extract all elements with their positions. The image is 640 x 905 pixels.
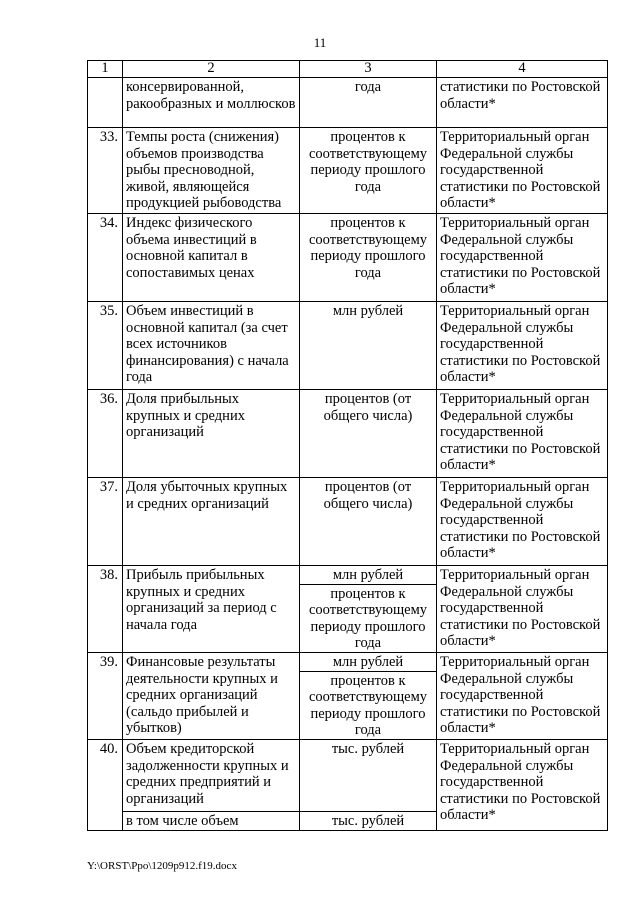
page-number: 11 [313, 35, 327, 50]
data-source: Территориальный орган Федеральной службы государственной статистики по Ростовской области* [437, 566, 608, 653]
data-source: статистики по Ростовской области* [437, 78, 608, 128]
sub-indicator-name: в том числе объем [123, 811, 300, 830]
indicators-table [87, 60, 608, 831]
header-col-2: 2 [123, 61, 300, 78]
file-path-footer: Y:\ORST\Ppo\1209p912.f19.docx [87, 860, 237, 872]
data-source: Территориальный орган Федеральной службы государственной статистики по Ростовской области* [437, 390, 608, 478]
indicator-name: Финансовые результаты деятельности крупных и средних организаций (сальдо прибылей и убытков) [123, 652, 300, 739]
row-number [88, 78, 123, 128]
unit-secondary: процентов к соответствующему периоду прошлого года [300, 671, 437, 739]
table-row [88, 566, 608, 585]
unit: процентов к соответствующему периоду прошлого года [300, 128, 437, 214]
unit-secondary: процентов к соответствующему периоду прошлого года [300, 584, 437, 652]
data-source: Территориальный орган Федеральной службы государственной статистики по Ростовской области* [437, 214, 608, 302]
unit: млн рублей [300, 566, 437, 585]
indicator-name: Темпы роста (снижения) объемов производства рыбы пресноводной, живой, являющейся продукцией рыбоводства [123, 128, 300, 214]
table-row [88, 739, 608, 811]
indicator-name: Доля прибыльных крупных и средних организаций [123, 390, 300, 478]
table-row [88, 652, 608, 671]
unit: тыс. рублей [300, 739, 437, 811]
row-number: 38. [88, 566, 123, 653]
row-number: 39. [88, 652, 123, 739]
header-col-4: 4 [437, 61, 608, 78]
data-source: Территориальный орган Федеральной службы государственной статистики по Ростовской области* [437, 652, 608, 739]
unit: млн рублей [300, 302, 437, 390]
unit: процентов (от общего числа) [300, 390, 437, 478]
table-row [88, 302, 608, 390]
table-row [88, 78, 608, 128]
indicator-name: Доля убыточных крупных и средних организаций [123, 478, 300, 566]
unit: процентов (от общего числа) [300, 478, 437, 566]
row-number: 35. [88, 302, 123, 390]
row-number: 33. [88, 128, 123, 214]
unit: млн рублей [300, 652, 437, 671]
table-row [88, 214, 608, 302]
table-row [88, 128, 608, 214]
unit: года [300, 78, 437, 128]
indicator-name: Объем инвестиций в основной капитал (за счет всех источников финансирования) с начала года [123, 302, 300, 390]
indicator-name: Объем кредиторской задолженности крупных и средних предприятий и организаций [123, 739, 300, 811]
row-number: 34. [88, 214, 123, 302]
sub-unit: тыс. рублей [300, 811, 437, 830]
unit: процентов к соответствующему периоду прошлого года [300, 214, 437, 302]
data-source: Территориальный орган Федеральной службы государственной статистики по Ростовской области* [437, 302, 608, 390]
data-source: Территориальный орган Федеральной службы государственной статистики по Ростовской области* [437, 478, 608, 566]
table-row [88, 478, 608, 566]
row-number: 40. [88, 739, 123, 830]
table-header-row [88, 61, 608, 78]
data-source: Территориальный орган Федеральной службы государственной статистики по Ростовской области* [437, 739, 608, 830]
table-row [88, 390, 608, 478]
row-number: 36. [88, 390, 123, 478]
data-source: Территориальный орган Федеральной службы государственной статистики по Ростовской области* [437, 128, 608, 214]
header-col-3: 3 [300, 61, 437, 78]
indicator-name: Прибыль прибыльных крупных и средних организаций за период с начала года [123, 566, 300, 653]
indicator-name: консервированной, ракообразных и моллюсков [123, 78, 300, 128]
header-col-1: 1 [88, 61, 123, 78]
row-number: 37. [88, 478, 123, 566]
indicator-name: Индекс физического объема инвестиций в основной капитал в сопоставимых ценах [123, 214, 300, 302]
